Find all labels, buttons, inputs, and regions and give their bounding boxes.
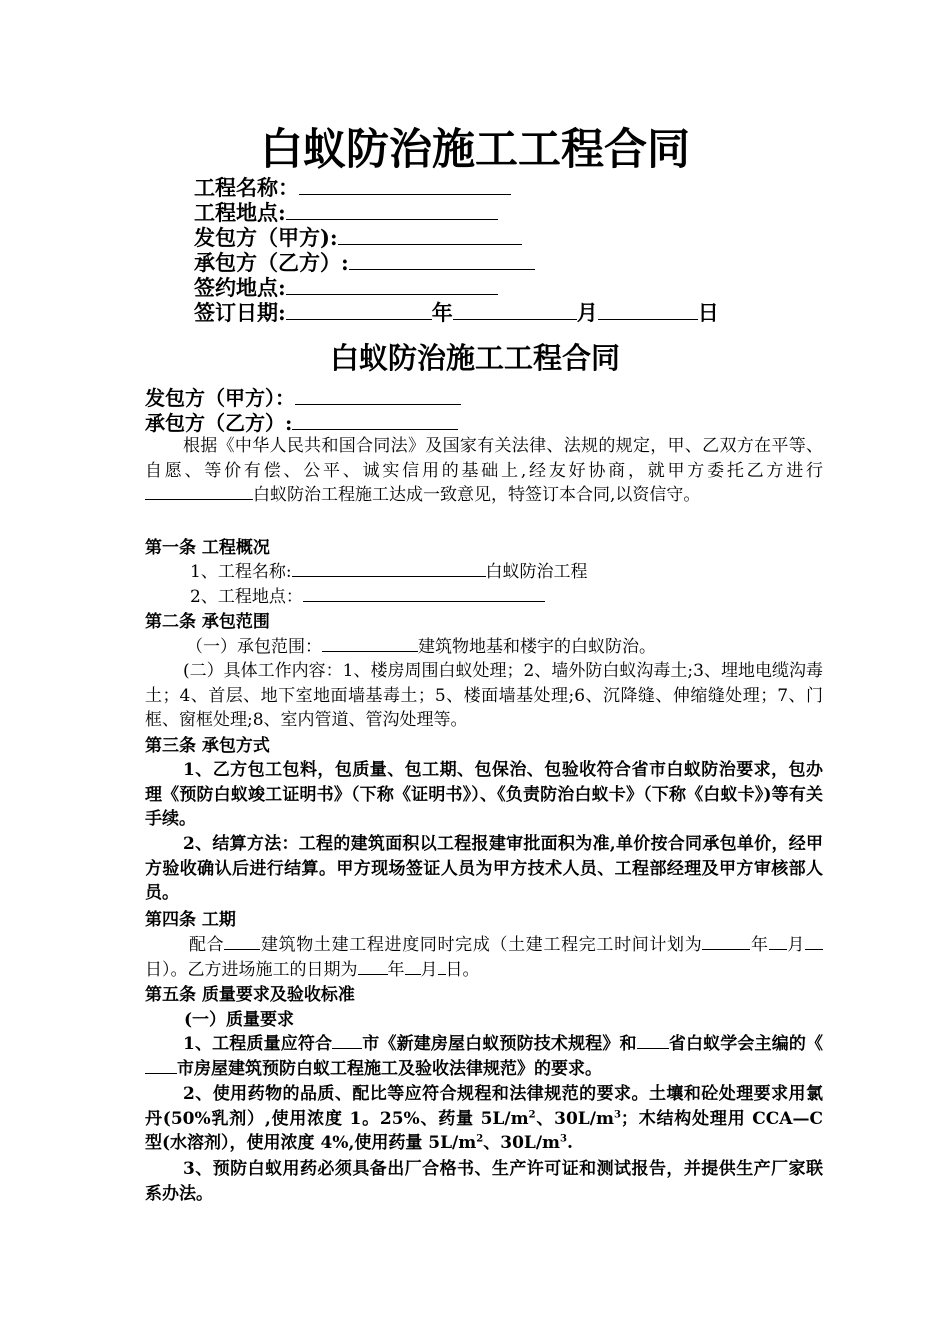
article-5-sub: (一）质量要求: [184, 1010, 295, 1030]
blank-line: [805, 933, 823, 950]
blank-line: [438, 958, 446, 975]
month-label: 月: [576, 300, 598, 325]
blank-line: [349, 249, 535, 270]
superscript: 2: [528, 1108, 536, 1120]
superscript: 2: [476, 1133, 484, 1145]
article-5-p1: [145, 1032, 823, 1081]
cover-sign-place: [194, 274, 498, 301]
blank-line: [598, 299, 698, 320]
party-b-line: [145, 409, 458, 436]
text: .: [567, 1133, 573, 1153]
party-a-label: 发包方（甲方）：: [145, 386, 295, 410]
party-a-line: [145, 384, 461, 411]
superscript: 3: [613, 1108, 621, 1120]
article-1-item-1: [190, 560, 588, 584]
cover-party-b: [194, 249, 535, 276]
blank-line: [332, 1032, 362, 1049]
article-3-p1: 1、乙方包工包料，包质量、包工期、包保治、包验收符合省市白蚁防治要求，包办理《预防白蚁竣工证明书》（下称《证明书》）、《负责防治白蚁卡》（下称《白蚁卡》)等有关手续。: [145, 760, 823, 829]
blank-line: [286, 199, 498, 220]
blank-line: [145, 1057, 177, 1074]
blank-line: [224, 933, 260, 950]
blank-line: [453, 299, 577, 320]
text: 月: [786, 935, 805, 955]
article-3-p2: 2、结算方法：工程的建筑面积以工程报建审批面积为准,单价按合同承包单价，经甲方验收确认后进行结算。甲方现场签证人员为甲方技术人员、工程部经理及甲方审核部人员。: [145, 834, 823, 903]
blank-line: [769, 933, 787, 950]
text: 市房屋建筑预防白蚁工程施工及验收法律规范》的要求。: [177, 1058, 602, 1079]
article-2-heading: 第二条 承包范围: [145, 612, 270, 632]
page-title: 白蚁防治施工工程合同: [260, 125, 690, 175]
blank-line: [292, 560, 486, 577]
blank-line: [358, 958, 388, 975]
cover-project-location-label: 工程地点:: [194, 200, 286, 225]
text: 配合: [189, 935, 225, 955]
blank-line: [338, 224, 522, 245]
cover-project-name: [194, 174, 511, 201]
preamble-text-2: 白蚁防治工程施工达成一致意见，特签订本合同,以资信守。: [253, 485, 701, 505]
year-label: 年: [431, 300, 453, 325]
cover-sign-date: [194, 299, 719, 326]
blank-line: [286, 299, 432, 320]
blank-line: [295, 384, 461, 405]
blank-line: [299, 174, 511, 195]
item-label: 1、工程名称:: [190, 562, 292, 582]
article-5-p2: [145, 1082, 823, 1156]
blank-line: [303, 585, 545, 602]
contract-title: 白蚁防治施工工程合同: [329, 341, 620, 375]
article-3-heading: 第三条 承包方式: [145, 736, 270, 756]
blank-line: [637, 1032, 669, 1049]
text: 省白蚁学会主编的《: [668, 1034, 823, 1054]
article-1-item-2: [190, 585, 545, 609]
cover-project-name-label: 工程名称：: [194, 175, 299, 200]
cover-project-location: [194, 199, 498, 226]
article-2-content: (二）具体工作内容：1、楼房周围白蚁处理；2、墙外防白蚁沟毒土;3、埋地电缆沟毒土；4、首层、地下室地面墙基毒土；5、楼面墙基处理;6、沉降缝、伸缩缝处理；7、门框、窗框处理;8、室内管道、管沟处理等。: [145, 661, 823, 730]
text: 日）。乙方进场施工的日期为: [145, 959, 358, 980]
article-2-scope: [186, 635, 656, 659]
scope-suffix: 建筑物地基和楼宇的白蚁防治。: [418, 637, 656, 657]
article-5-p3: 3、预防白蚁用药必须具备出厂合格书、生产许可证和测试报告，并提供生产厂家联系办法。: [145, 1159, 823, 1204]
article-4-heading: 第四条 工期: [145, 910, 236, 930]
cover-party-b-label: 承包方（乙方）:: [194, 250, 349, 275]
cover-party-a-label: 发包方（甲方):: [194, 225, 338, 250]
text: 2、使用药物的品质、配比等应符合规程和法律规范的要求。土壤和砼处理要求用氯丹(50%乳剂）,使用浓度 1。25%、药量 5L/m: [145, 1084, 823, 1129]
text: 年: [750, 935, 769, 955]
scope-label: （一）承包范围：: [186, 637, 322, 657]
superscript: 3: [560, 1133, 568, 1145]
blank-line: [292, 409, 458, 430]
cover-sign-place-label: 签约地点:: [194, 275, 286, 300]
item-label: 2、工程地点：: [190, 587, 303, 607]
text: 、30L/m: [535, 1108, 614, 1129]
blank-line: [286, 274, 498, 295]
blank-line: [145, 483, 253, 500]
text: 1、工程质量应符合: [183, 1034, 333, 1054]
text: 建筑物土建工程进度同时完成（土建工程完工时间计划为: [260, 935, 703, 955]
text: 月: [420, 959, 438, 980]
text: 年: [387, 959, 405, 980]
blank-line: [405, 958, 421, 975]
blank-line: [702, 933, 750, 950]
blank-line: [322, 635, 418, 652]
cover-party-a: [194, 224, 522, 251]
preamble-text-1: 根据《中华人民共和国合同法》及国家有关法律、法规的规定，甲、乙双方在平等、自愿、等价有偿、公平、诚实信用的基础上,经友好协商，就甲方委托乙方进行: [145, 436, 823, 481]
party-b-label: 承包方（乙方）:: [145, 411, 293, 435]
item-suffix: 白蚁防治工程: [485, 562, 588, 582]
article-4-text: [145, 933, 823, 982]
cover-sign-date-label: 签订日期:: [194, 300, 286, 325]
text: ；木结构处理用 CCA—C 型(水溶剂），使用浓度 4%,使用药量 5L/m: [145, 1108, 823, 1153]
text: 市《新建房屋白蚁预防技术规程》和: [362, 1034, 637, 1054]
article-5-heading: 第五条 质量要求及验收标准: [145, 985, 355, 1005]
article-1-heading: 第一条 工程概况: [145, 538, 270, 558]
day-label: 日: [697, 300, 719, 325]
preamble: [145, 434, 823, 508]
text: 、30L/m: [483, 1133, 561, 1153]
text: 日。: [445, 959, 480, 980]
